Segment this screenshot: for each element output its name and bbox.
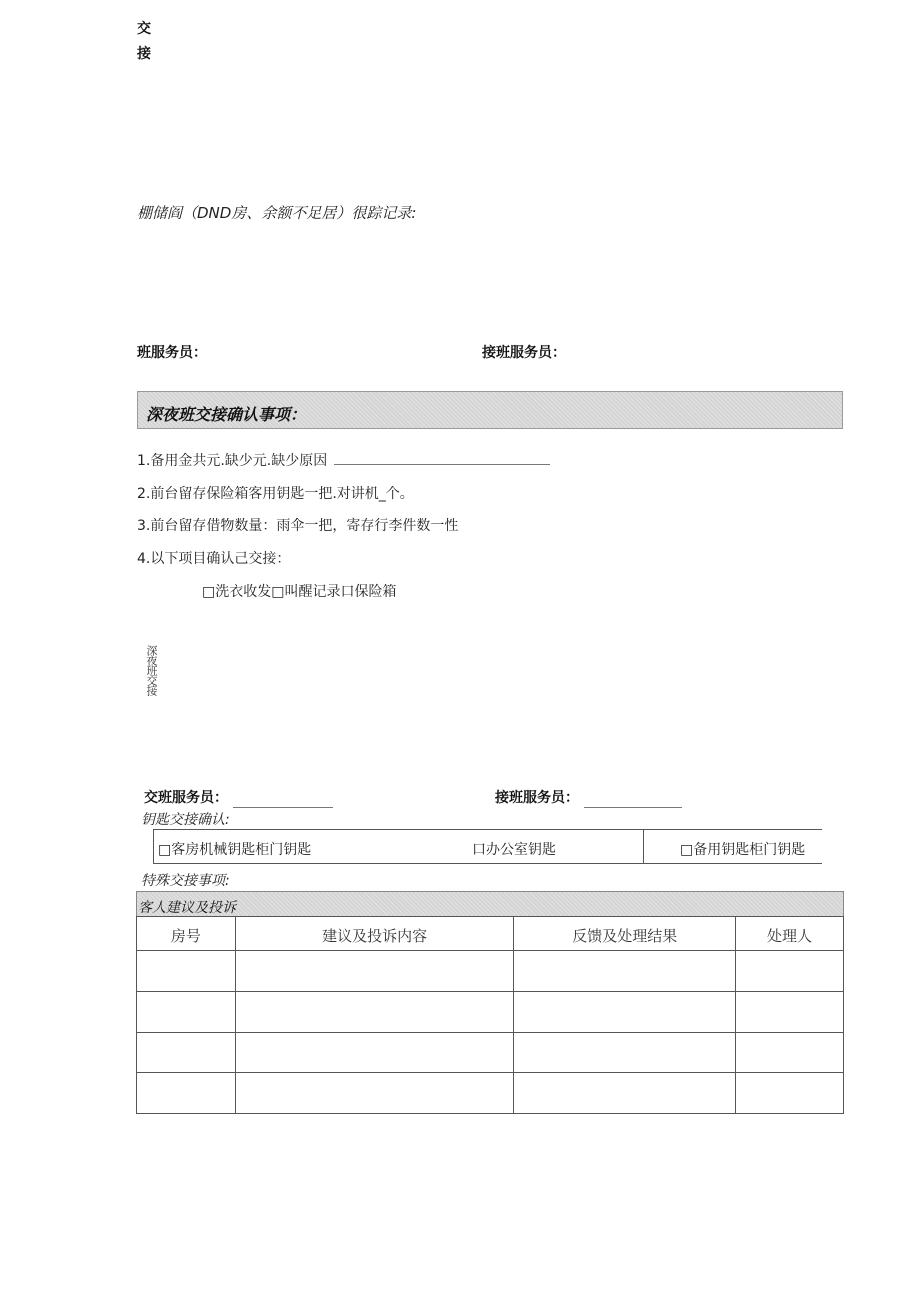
cell-handler[interactable] <box>736 951 844 992</box>
complaints-header-row <box>137 917 844 951</box>
shift2-take-over-label: 接班服务员： <box>495 790 579 806</box>
reason-blank-line[interactable] <box>334 463 550 465</box>
shift1-take-over-label: 接班服务员： <box>482 345 566 361</box>
shift1-hand-over-label: 班服务员： <box>137 345 207 361</box>
shift2-hand-over-label: 交班服务员： <box>144 790 228 806</box>
keys-title: 钥匙交接确认: <box>141 812 230 828</box>
table-row <box>137 992 844 1033</box>
keys-options-box <box>153 829 822 864</box>
cell-room[interactable] <box>137 1033 236 1073</box>
night-item-4: 4.以下项目确认己交接： <box>137 551 291 567</box>
col-header-room: 房号 <box>137 917 236 951</box>
table-row <box>137 951 844 992</box>
shift2-hand-over-blank[interactable] <box>233 806 333 808</box>
cell-result[interactable] <box>514 1073 736 1114</box>
col-header-result: 反馈及处理结果 <box>514 917 736 951</box>
vertical-section-label: 深夜班交接 <box>145 645 158 695</box>
night-item-1 <box>137 450 550 470</box>
night-item-3: 3.前台留存借物数量：雨伞一把，寄存行李件数一性 <box>137 518 459 534</box>
key-option-spare-cabinet[interactable]: □备用钥匙柜门钥匙 <box>680 842 806 858</box>
cell-room[interactable] <box>137 992 236 1033</box>
cell-result[interactable] <box>514 1033 736 1073</box>
table-row <box>137 1073 844 1114</box>
night-item-2: 2.前台留存保险箱客用钥匙一把.对讲机_个。 <box>137 486 414 502</box>
cell-content[interactable] <box>235 992 514 1033</box>
keys-box-left-border <box>153 830 154 863</box>
complaints-table <box>136 916 844 1114</box>
special-title: 特殊交接事项: <box>141 873 230 889</box>
header-char-2: 接 <box>137 46 151 62</box>
shift2-hand-over <box>144 787 333 808</box>
night-section-header <box>137 391 843 429</box>
night-checklist[interactable]: □洗衣收发□叫醒记录口保险箱 <box>202 584 397 600</box>
night-section-title: 深夜班交接确认事项： <box>146 405 307 424</box>
shift2-take-over-blank[interactable] <box>584 806 682 808</box>
complaints-header <box>136 891 844 917</box>
shift2-take-over <box>495 787 682 808</box>
cell-result[interactable] <box>514 951 736 992</box>
cell-content[interactable] <box>235 1033 514 1073</box>
key-option-office[interactable]: 口办公室钥匙 <box>472 842 556 858</box>
key-option-room-cabinet[interactable]: □客房机械钥匙柜门钥匙 <box>158 842 312 858</box>
cell-room[interactable] <box>137 1073 236 1114</box>
night-item-1-text: 1.备用金共元.缺少元.缺少原因 <box>137 453 328 469</box>
table-row <box>137 1033 844 1073</box>
cell-handler[interactable] <box>736 1033 844 1073</box>
complaints-title: 客人建议及投诉 <box>138 900 236 916</box>
cell-handler[interactable] <box>736 992 844 1033</box>
cell-content[interactable] <box>235 951 514 992</box>
cell-content[interactable] <box>235 1073 514 1114</box>
col-header-handler: 处理人 <box>736 917 844 951</box>
col-header-content: 建议及投诉内容 <box>235 917 514 951</box>
tracking-record-title: 棚储阎（DND房、余额不足居）很踪记录: <box>137 204 417 222</box>
cell-result[interactable] <box>514 992 736 1033</box>
keys-box-divider <box>643 830 644 863</box>
header-char-1: 交 <box>137 21 151 37</box>
cell-room[interactable] <box>137 951 236 992</box>
cell-handler[interactable] <box>736 1073 844 1114</box>
